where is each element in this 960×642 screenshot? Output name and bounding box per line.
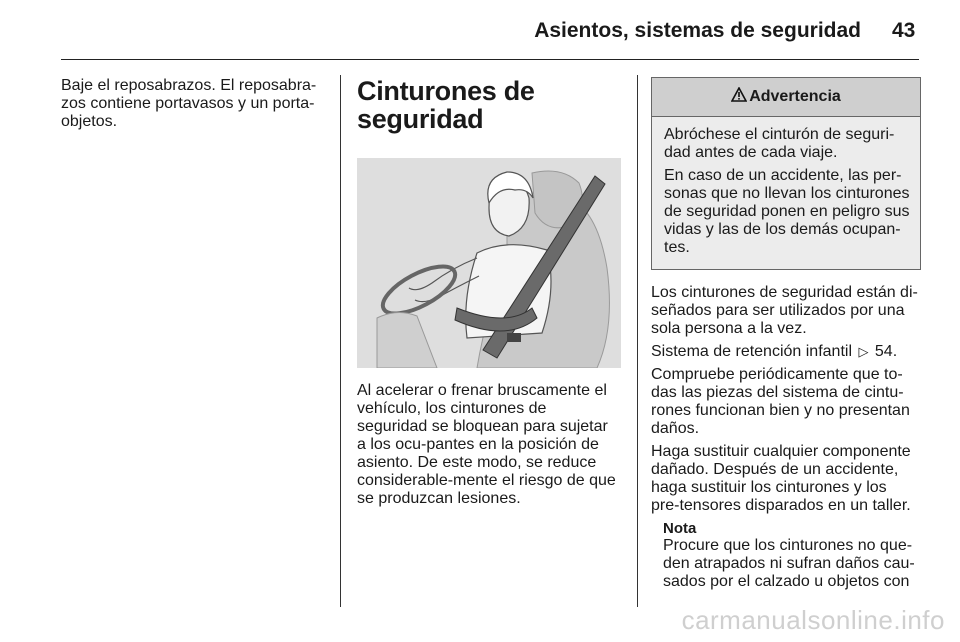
warning-paragraph: En caso de un accidente, las per-sonas que no llevan los cinturones de seguridad ponen en peligro sus vidas y las de los demás ocupan-tes.	[664, 167, 910, 256]
child-restraint-reference	[651, 343, 919, 361]
warning-box	[651, 77, 921, 270]
column-middle	[357, 77, 621, 508]
warning-paragraph: Abróchese el cinturón de seguri-dad antes de cada viaje.	[664, 126, 895, 161]
column-left	[61, 77, 323, 131]
note-box	[663, 521, 919, 591]
body-paragraph: Haga sustituir cualquier componente dañado. Después de un accidente, haga sustituir los cinturones y los pre-tensores disparados en un taller.	[651, 443, 911, 514]
body-paragraph: Compruebe periódicamente que to-das las piezas del sistema de cintu-rones funcionan bien y no presentan daños.	[651, 366, 910, 437]
header-divider	[61, 59, 919, 60]
section-heading-line2: seguridad	[357, 104, 484, 134]
armrest-paragraph: Baje el reposabrazos. El reposabra-zos contiene portavasos y un porta-objetos.	[61, 77, 317, 130]
body-paragraph: Los cinturones de seguridad están di-señados para ser utilizados por una sola persona a la vez.	[651, 284, 918, 337]
seatbelt-illustration	[357, 158, 621, 368]
note-text: Procure que los cinturones no que-den atrapados ni sufran daños cau-sados por el calzado u objetos con	[663, 537, 915, 590]
watermark: carmanualsonline.info	[681, 605, 945, 635]
warning-title: Advertencia	[749, 88, 841, 105]
page-reference-icon: ▷	[858, 344, 869, 359]
section-heading	[357, 77, 621, 133]
column-divider-right	[637, 75, 638, 607]
page-header-title: Asientos, sistemas de seguridad	[534, 19, 861, 42]
reference-text: Sistema de retención infantil	[651, 343, 852, 360]
page-number: 43	[892, 19, 916, 42]
warning-header	[652, 78, 920, 117]
warning-triangle-icon	[731, 87, 747, 107]
section-heading-line1: Cinturones de	[357, 76, 535, 106]
seatbelt-intro-paragraph: Al acelerar o frenar bruscamente el vehículo, los cinturones de seguridad se bloquean para sujetar a los ocu-pantes en la posición de asiento. De este modo, se reduce considerable-mente el riesgo de que se produzcan lesiones.	[357, 382, 616, 507]
column-divider-left	[340, 75, 341, 607]
note-title: Nota	[663, 520, 697, 537]
reference-page[interactable]: 54.	[874, 343, 898, 360]
column-right	[651, 77, 919, 591]
warning-body	[652, 117, 920, 269]
